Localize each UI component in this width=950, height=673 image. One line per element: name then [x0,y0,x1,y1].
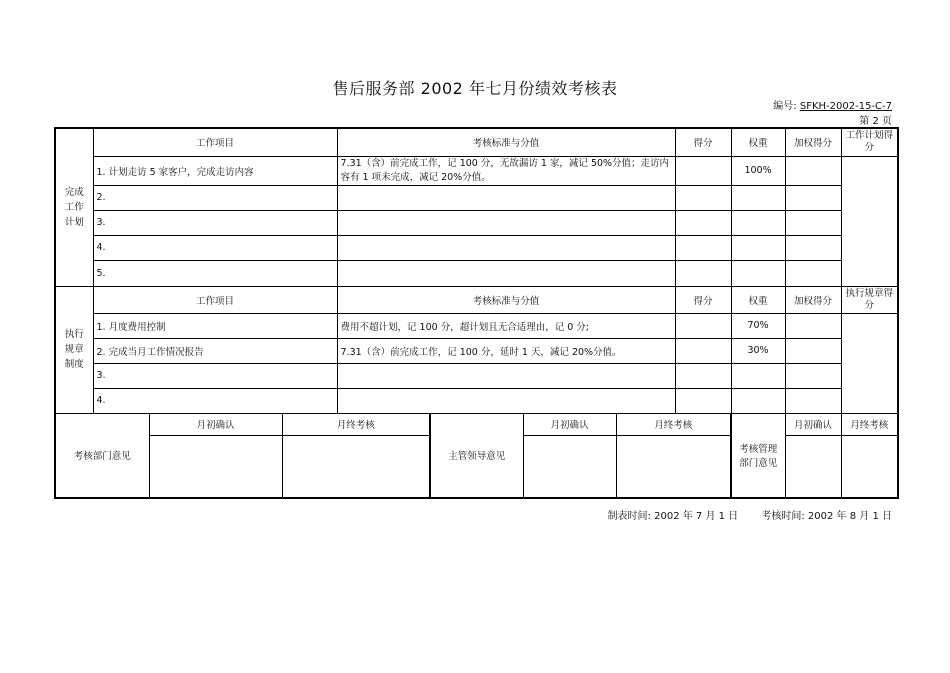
score-cell[interactable] [675,388,731,413]
dept-month-end-header: 月终考核 [282,413,430,435]
header-score: 得分 [675,128,731,156]
header-standard: 考核标准与分值 [337,286,675,313]
page-number: 第 2 页 [859,116,892,127]
section1-header-row [55,128,898,156]
assessment-table [54,127,899,499]
weighted-cell[interactable] [785,260,841,286]
weight-cell [731,235,785,260]
supervisor-month-start-cell[interactable] [523,435,616,498]
weighted-cell[interactable] [785,210,841,235]
header-item: 工作项目 [93,286,337,313]
weighted-cell[interactable] [785,388,841,413]
section2-label: 执行 规章 制度 [55,286,93,413]
supervisor-month-end-cell[interactable] [616,435,731,498]
header-item: 工作项目 [93,128,337,156]
header-weight: 权重 [731,128,785,156]
mgmt-month-end-cell[interactable] [841,435,898,498]
dept-month-start-header: 月初确认 [149,413,282,435]
weighted-cell[interactable] [785,185,841,210]
standard-cell: 7.31（含）前完成工作，记 100 分，无故漏访 1 家，减记 50%分值；走访内容有 1 项未完成，减记 20%分值。 [337,156,675,185]
item-cell: 3. [93,363,337,388]
weighted-cell[interactable] [785,235,841,260]
weighted-cell[interactable] [785,313,841,338]
assess-date: 考核时间: 2002 年 8 月 1 日 [761,511,892,522]
item-cell: 2. 完成当月工作情况报告 [93,338,337,363]
standard-cell [337,363,675,388]
item-cell: 3. [93,210,337,235]
item-cell: 2. [93,185,337,210]
item-cell: 4. [93,388,337,413]
supervisor-month-start-header: 月初确认 [523,413,616,435]
table-row [55,235,898,260]
header-plan-total: 工作计划得分 [841,128,898,156]
table-row [55,313,898,338]
table-row [55,363,898,388]
standard-cell: 7.31（含）前完成工作，记 100 分，延时 1 天，减记 20%分值。 [337,338,675,363]
mgmt-month-start-cell[interactable] [785,435,841,498]
score-cell[interactable] [675,260,731,286]
standard-cell [337,210,675,235]
standard-cell [337,388,675,413]
dept-month-start-cell[interactable] [149,435,282,498]
document-number [773,97,892,112]
weighted-cell[interactable] [785,338,841,363]
rules-total-cell[interactable] [841,313,898,413]
page-title: 售后服务部 2002 年七月份绩效考核表 [332,79,618,98]
score-cell[interactable] [675,210,731,235]
item-cell: 1. 计划走访 5 家客户，完成走访内容 [93,156,337,185]
mgmt-opinion-label: 考核管理 部门意见 [731,413,785,498]
score-cell[interactable] [675,363,731,388]
dept-month-end-cell[interactable] [282,435,430,498]
made-date: 制表时间: 2002 年 7 月 1 日 [607,511,739,522]
mgmt-month-end-header: 月终考核 [841,413,898,435]
document-number-code: SFKH-2002-15-C-7 [799,101,892,112]
supervisor-opinion-label: 主管领导意见 [430,413,523,498]
weight-cell [731,363,785,388]
section2-header-row [55,286,898,313]
standard-cell [337,235,675,260]
standard-cell [337,260,675,286]
mgmt-month-start-header: 月初确认 [785,413,841,435]
table-row [55,260,898,286]
table-row [55,156,898,185]
item-cell: 5. [93,260,337,286]
header-weight: 权重 [731,286,785,313]
header-rules-total: 执行规章得分 [841,286,898,313]
header-standard: 考核标准与分值 [337,128,675,156]
weight-cell: 70% [731,313,785,338]
score-cell[interactable] [675,313,731,338]
standard-cell [337,185,675,210]
header-weighted: 加权得分 [785,128,841,156]
table-row [55,185,898,210]
weight-cell: 30% [731,338,785,363]
standard-cell: 费用不超计划，记 100 分，超计划且无合适理由，记 0 分; [337,313,675,338]
document-number-label: 编号: [773,101,797,112]
score-cell[interactable] [675,235,731,260]
header-weighted: 加权得分 [785,286,841,313]
weight-cell [731,260,785,286]
score-cell[interactable] [675,156,731,185]
item-cell: 1. 月度费用控制 [93,313,337,338]
table-row [55,210,898,235]
weight-cell [731,388,785,413]
item-cell: 4. [93,235,337,260]
table-row [55,388,898,413]
table-row [55,338,898,363]
score-cell[interactable] [675,338,731,363]
plan-total-cell[interactable] [841,156,898,286]
weight-cell: 100% [731,156,785,185]
section1-label: 完成 工作 计划 [55,128,93,286]
weight-cell [731,185,785,210]
weighted-cell[interactable] [785,363,841,388]
weighted-cell[interactable] [785,156,841,185]
dept-opinion-label: 考核部门意见 [55,413,149,498]
signoff-header-row [55,413,898,435]
supervisor-month-end-header: 月终考核 [616,413,731,435]
footer-dates [588,507,892,522]
score-cell[interactable] [675,185,731,210]
header-score: 得分 [675,286,731,313]
weight-cell [731,210,785,235]
